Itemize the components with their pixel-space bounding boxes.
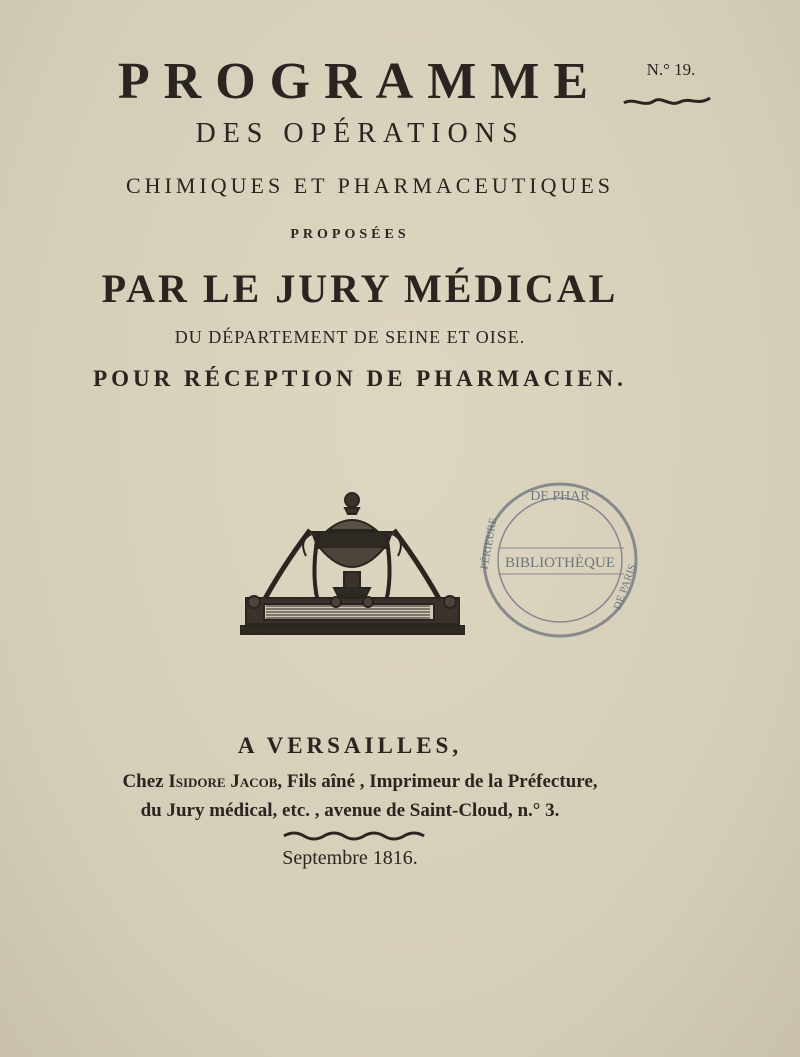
stamp-right-text: DE PARIS [611,562,639,612]
imprint-printer: Chez Isidore Jacob, Fils aîné , Imprimeur de la Préfecture, [122,771,598,792]
date-flourish [282,830,428,842]
number-flourish [622,94,712,112]
imprint-city: A VERSAILLES, [237,733,463,758]
stamp-left-text: PÉRIEURE [478,516,500,571]
urn-vignette [240,490,465,640]
stamp-center-text: BIBLIOTHÈQUE [505,555,615,571]
stamp-top-text: DE PHAR [530,489,590,504]
title-proposees: PROPOSÉES [290,227,410,242]
title-reception: POUR RÉCEPTION DE PHARMACIEN. [93,366,627,391]
library-stamp [478,478,643,643]
title-departement: DU DÉPARTEMENT DE SEINE ET OISE. [174,327,526,347]
title-programme: PROGRAMME [117,53,603,110]
number-label: N.° 19. [646,60,696,79]
title-chimiques: CHIMIQUES ET PHARMACEUTIQUES [125,173,615,198]
title-jury-medical: PAR LE JURY MÉDICAL [101,266,619,311]
title-operations: DES OPÉRATIONS [195,118,525,149]
imprint-address: du Jury médical, etc. , avenue de Saint-Cloud, n.° 3. [140,800,560,821]
imprint-date: Septembre 1816. [282,847,418,869]
